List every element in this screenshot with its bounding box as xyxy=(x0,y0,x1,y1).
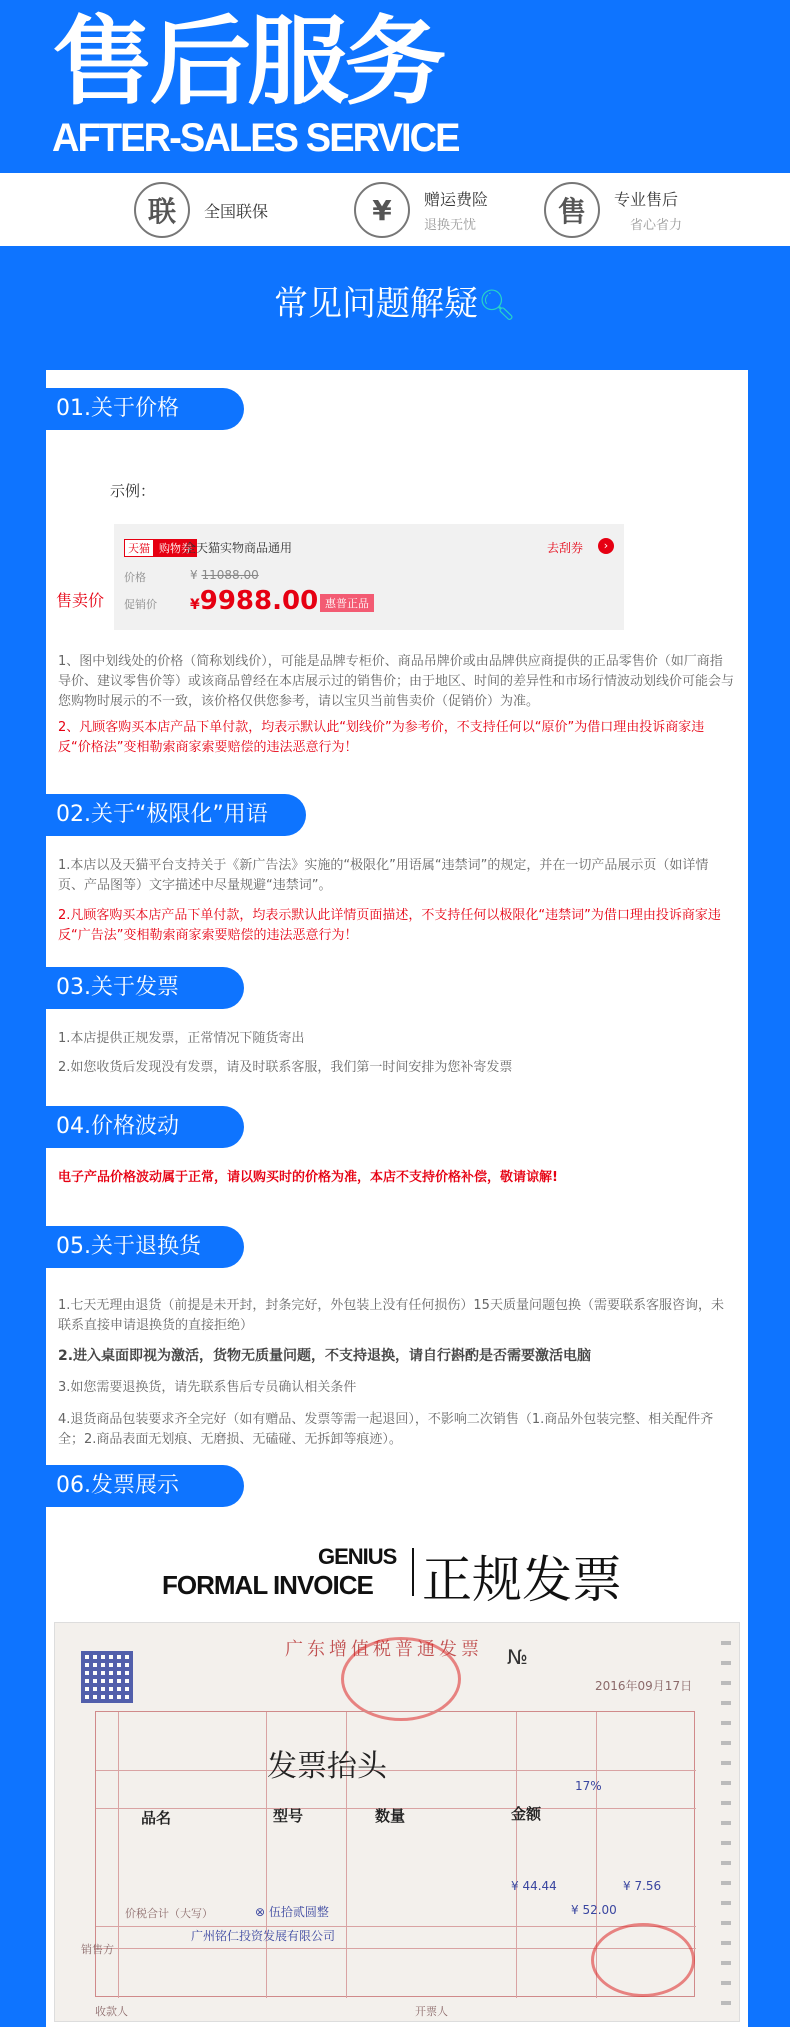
invoice-heading xyxy=(160,1540,660,1610)
section-tag-returns: 05.关于退换货 xyxy=(46,1226,244,1268)
warranty-icon: 联 xyxy=(134,182,190,238)
service-bar xyxy=(0,173,790,246)
terms-para-1: 1.本店以及天猫平台支持关于《新广告法》实施的“极限化”用语属“违禁词”的规定，并在一切产品展示页（如详情页、产品图等）文字描述中尽量规避“违禁词”。 xyxy=(58,858,709,893)
heading-divider xyxy=(412,1548,414,1596)
seller-name: 广州铭仁投资发展有限公司 xyxy=(191,1929,336,1943)
invoice-heading-en1: GENIUS xyxy=(318,1544,397,1569)
invoice-no-label: № xyxy=(507,1645,528,1669)
returns-para-1: 1.七天无理由退货（前提是未开封，封条完好，外包装上没有任何损伤）15天质量问题包换（需要联系客服咨询，未联系直接申请退换货的直接拒绝） xyxy=(58,1298,724,1333)
tax-value: ¥ 7.56 xyxy=(623,1879,662,1893)
price-label: 价格 xyxy=(124,571,146,584)
service-nationwide-warranty xyxy=(134,183,268,237)
invoice-image xyxy=(54,1622,740,2022)
col-quantity: 数量 xyxy=(375,1807,406,1825)
section-tag-invoice-display: 06.发票展示 xyxy=(46,1465,244,1507)
coupon-text: 全天猫实物商品通用 xyxy=(184,541,293,555)
invoice-header-label: 发票抬头 xyxy=(267,1749,387,1784)
promo-price xyxy=(190,586,318,616)
col-amount: 金额 xyxy=(511,1805,542,1823)
insurance-icon: ¥ xyxy=(354,182,410,238)
strikethrough-price: 11088.00 xyxy=(201,568,259,582)
promo-price-value: 9988.00 xyxy=(199,586,319,616)
invoice-title: 广东增值税普通发票 xyxy=(285,1639,483,1660)
price-para-2: 2、凡顾客购买本店产品下单付款，均表示默认此“划线价”为参考价，不支持任何以“原价”为借口理由投诉商家违反“价格法”变相勒索商家索要赔偿的违法恶意行为！ xyxy=(58,720,705,755)
returns-para-3: 3.如您需要退换货，请先联系售后专员确认相关条件 xyxy=(58,1380,357,1395)
service-shipping-insurance xyxy=(354,183,488,237)
header-title-en: AFTER-SALES SERVICE xyxy=(52,116,459,160)
genuine-badge: 惠普正品 xyxy=(320,594,374,612)
terms-para-2: 2.凡顾客购买本店产品下单付款，均表示默认此详情页面描述，不支持任何以极限化“违禁词”为借口理由投诉商家违反“广告法”变相勒索商家索要赔偿的违法恶意行为！ xyxy=(58,908,721,943)
original-price xyxy=(190,568,259,582)
faq-title-text: 常见问题解疑 xyxy=(273,284,478,324)
price-para-1: 1、图中划线处的价格（简称划线价），可能是品牌专柜价、商品吊牌价或由品牌供应商提供的正品零售价（如厂商指导价、建议零售价等）或该商品曾经在本店展示过的销售价；由于地区、时间的差异性和市场行情波动划线价可能会与您购物时展示的不一致，该价格仅供您参考，请以宝贝当前售卖价（促销价）为准。 xyxy=(58,654,735,709)
invoice-heading-en2: FORMAL INVOICE xyxy=(162,1570,373,1600)
col-model: 型号 xyxy=(273,1807,304,1825)
returns-para-4: 4.退货商品包装要求齐全完好（如有赠品、发票等需一起退回），不影响二次销售（1.商品外包装完整、相关配件齐全；2.商品表面无划痕、无磨损、无磕碰、无拆卸等痕迹）。 xyxy=(58,1412,714,1447)
currency-symbol: ¥ xyxy=(190,568,198,582)
faq-band xyxy=(0,246,790,356)
service-professional-aftersales xyxy=(544,183,682,237)
qr-code xyxy=(81,1651,133,1703)
official-stamp xyxy=(341,1637,461,1721)
get-coupon-link[interactable]: 去刮券 xyxy=(547,541,584,555)
promo-label: 促销价 xyxy=(124,598,157,611)
example-label: 示例： xyxy=(110,482,156,500)
header-title-cn: 售后服务 xyxy=(52,6,443,118)
invoice-para-1: 1.本店提供正规发票，正常情况下随货寄出 xyxy=(58,1031,305,1046)
header-banner xyxy=(0,0,790,173)
col-product-name: 品名 xyxy=(141,1809,172,1827)
section-tag-extreme-terms: 02.关于“极限化”用语 xyxy=(46,794,306,836)
tmall-logo: 天猫 xyxy=(124,539,154,557)
coupon-badge: 购物券 xyxy=(154,539,197,557)
magnifier-icon: 🔍︎ xyxy=(477,288,517,323)
service-label: 全国联保 xyxy=(204,201,269,221)
total-words: ⊗ 伍拾贰圆整 xyxy=(255,1905,329,1919)
invoice-heading-cn: 正规发票 xyxy=(422,1551,622,1609)
total-words-label: 价税合计（大写） xyxy=(125,1907,213,1920)
section-tag-price-fluctuation: 04.价格波动 xyxy=(46,1106,244,1148)
currency-symbol: ¥ xyxy=(190,597,200,613)
amount-value: ¥ 44.44 xyxy=(511,1879,557,1893)
tax-rate: 17% xyxy=(575,1779,602,1793)
issuer-label: 开票人 xyxy=(415,2005,448,2018)
invoice-para-2: 2.如您收货后发现没有发票，请及时联系客服，我们第一时间安排为您补寄发票 xyxy=(58,1060,513,1075)
section-tag-price: 01.关于价格 xyxy=(46,388,244,430)
returns-para-2: 2.进入桌面即视为激活，货物无质量问题，不支持退换，请自行斟酌是否需要激活电脑 xyxy=(58,1348,592,1364)
payee-label: 收款人 xyxy=(95,2005,128,2018)
service-label: 赠运费险 xyxy=(424,190,489,209)
seller-stamp xyxy=(591,1923,695,1997)
service-sublabel: 退换无忧 xyxy=(424,218,477,233)
fluctuation-para: 电子产品价格波动属于正常，请以购买时的价格为准，本店不支持价格补偿，敬请谅解! xyxy=(58,1170,558,1185)
chevron-right-icon[interactable]: › xyxy=(598,538,614,554)
seller-label: 销售方 xyxy=(81,1943,114,1956)
service-sublabel: 省心省力 xyxy=(630,218,683,233)
invoice-date: 2016年09月17日 xyxy=(595,1679,693,1693)
total-value: ¥ 52.00 xyxy=(571,1903,617,1917)
service-label: 专业售后 xyxy=(614,190,679,209)
aftersales-icon: 售 xyxy=(544,182,600,238)
tractor-feed-holes xyxy=(721,1631,731,2015)
section-tag-invoice: 03.关于发票 xyxy=(46,967,244,1009)
faq-title xyxy=(0,276,790,325)
sale-price-label: 售卖价 xyxy=(56,591,105,610)
price-example xyxy=(114,524,624,630)
